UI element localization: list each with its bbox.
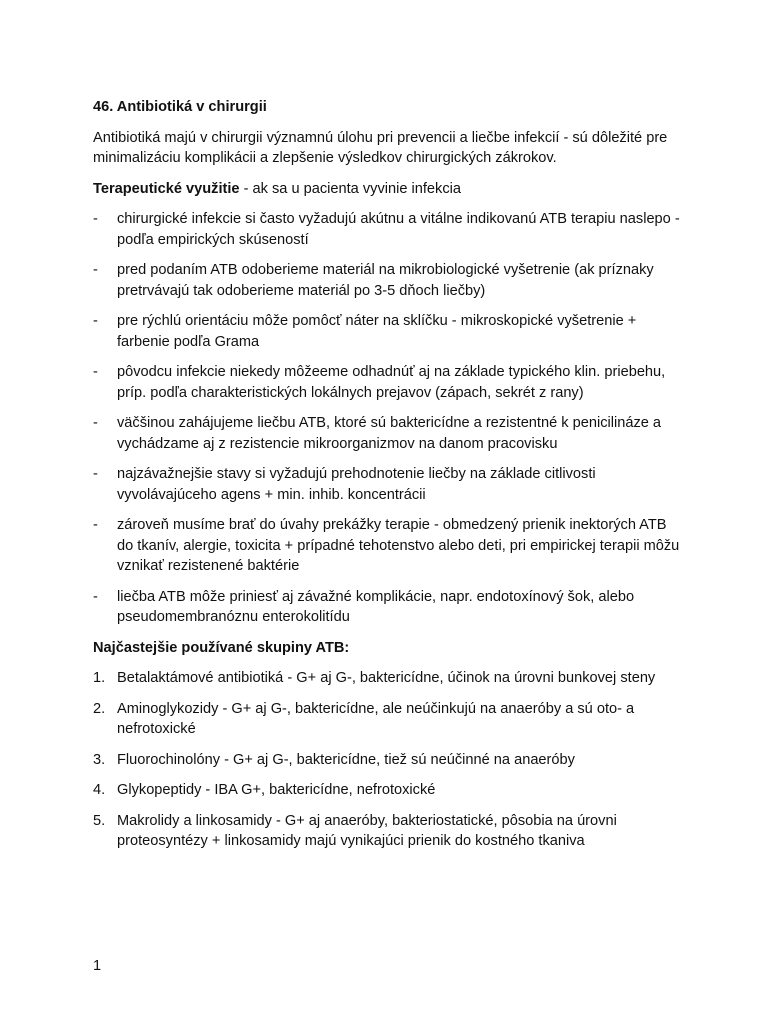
item-text: Aminoglykozidy - G+ aj G-, baktericídne, ale neúčinkujú na anaeróby a sú oto- a nefrotoxické — [117, 700, 635, 737]
page-number: 1 — [93, 958, 102, 974]
bullet-text: chirurgické infekcie si často vyžadujú akútnu a vitálne indikovanú ATB terapiu naslepo - podľa empirických skúseností — [117, 211, 680, 248]
therapeutic-use-text: - ak sa u pacienta vyvinie infekcia — [239, 180, 461, 197]
bullet-marker: - — [93, 588, 98, 605]
page-title: 46. Antibiotiká v chirurgii — [93, 99, 267, 115]
item-number: 5. — [93, 812, 106, 829]
bullet-text: väčšinou zahájujeme liečbu ATB, ktoré sú baktericídne a rezistentné k penicilináze a vychádzame aj z rezistencie mikroorganizmov na danom pracovisku — [117, 415, 662, 452]
numbered-item — [93, 699, 683, 740]
bullet-marker: - — [93, 364, 98, 380]
bullet-marker: - — [93, 415, 98, 431]
bullet-text: najzávažnejšie stavy si vyžadujú prehodnotenie liečby na základe citlivosti vyvolávajúceho agens + min. inhib. koncentrácii — [117, 466, 596, 503]
item-number: 1. — [93, 670, 106, 686]
therapeutic-bullet-list — [93, 209, 683, 628]
item-number: 4. — [93, 782, 106, 798]
bullet-text: zároveň musíme brať do úvahy prekážky terapie - obmedzený prienik inektorých ATB do tkanív, alergie, toxicita + prípadné tehotenstvo alebo deti, pri empirickej terapii môžu vznikať rezistenené baktérie — [117, 517, 680, 574]
atb-groups-heading: Najčastejšie používané skupiny ATB: — [93, 639, 350, 656]
item-text: Betalaktámové antibiotiká - G+ aj G-, baktericídne, účinok na úrovni bunkovej steny — [117, 670, 656, 686]
bullet-marker: - — [93, 211, 98, 227]
numbered-item — [93, 750, 683, 771]
bullet-item — [93, 209, 683, 250]
bullet-item — [93, 413, 683, 454]
bullet-marker: - — [93, 313, 98, 329]
item-text: Glykopeptidy - IBA G+, baktericídne, nefrotoxické — [117, 782, 436, 798]
numbered-item — [93, 668, 683, 689]
bullet-marker: - — [93, 262, 98, 278]
item-text: Makrolidy a linkosamidy - G+ aj anaeróby, bakteriostatické, pôsobia na úrovni proteosyntézy + linkosamidy majú vynikajúci prienik do kostného tkaniva — [117, 812, 617, 849]
numbered-item — [93, 780, 683, 801]
therapeutic-use-line — [93, 179, 683, 200]
therapeutic-use-heading: Terapeutické využitie — [93, 180, 240, 197]
bullet-item — [93, 587, 683, 628]
item-number: 3. — [93, 751, 106, 768]
bullet-marker: - — [93, 517, 98, 533]
numbered-item — [93, 811, 683, 852]
bullet-text: pre rýchlú orientáciu môže pomôcť náter na sklíčku - mikroskopické vyšetrenie + farbenie podľa Grama — [117, 313, 637, 350]
bullet-text: pôvodcu infekcie niekedy môžeeme odhadnúť aj na základe typického klin. priebehu, príp. podľa charakteristických lokálnych prejavov (zápach, sekrét z rany) — [117, 364, 666, 401]
bullet-text: liečba ATB môže priniesť aj závažné komplikácie, napr. endotoxínový šok, alebo pseudomembranóznu enterokolitídu — [117, 588, 635, 625]
bullet-item — [93, 362, 683, 403]
document-page — [93, 97, 683, 862]
bullet-item — [93, 311, 683, 352]
item-text: Fluorochinolóny - G+ aj G-, baktericídne, tiež sú neúčinné na anaeróby — [117, 751, 575, 768]
atb-groups-list — [93, 668, 683, 852]
bullet-item — [93, 260, 683, 301]
item-number: 2. — [93, 700, 106, 717]
bullet-marker: - — [93, 466, 98, 482]
intro-paragraph: Antibiotiká majú v chirurgii významnú úlohu pri prevencii a liečbe infekcií - sú dôležité pre minimalizáciu komplikácii a zlepšenie výsledkov chirurgických zákrokov. — [93, 129, 668, 166]
bullet-text: pred podaním ATB odoberieme materiál na mikrobiologické vyšetrenie (ak príznaky pretrvávajú tak odoberieme materiál po 3-5 dňoch liečby) — [117, 262, 654, 299]
bullet-item — [93, 515, 683, 577]
bullet-item — [93, 464, 683, 505]
